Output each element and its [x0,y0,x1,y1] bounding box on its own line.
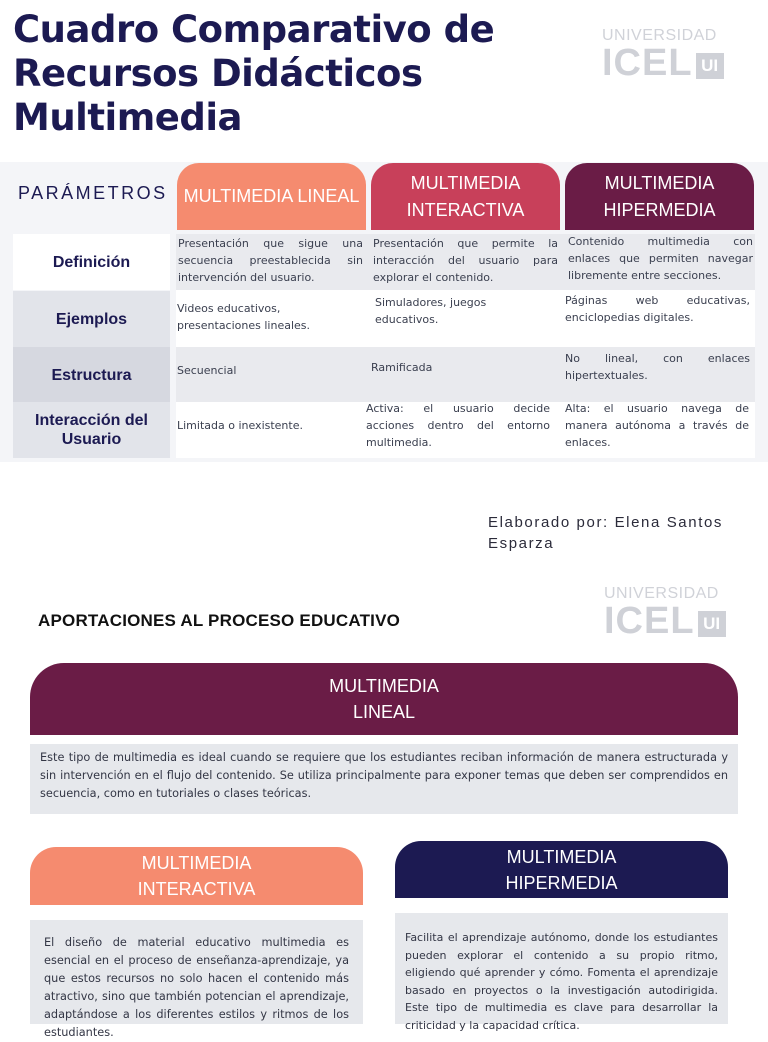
row-label-estructura: Estructura [13,347,170,403]
table-cell: Ramificada [371,361,433,374]
row-label-ejemplos: Ejemplos [13,291,170,347]
table-cell: Presentación que permite la interacción del usuario para explorar el contenido. [373,237,558,284]
logo-top-text: UNIVERSIDAD [604,585,719,602]
logo-main-text: ICEL [602,42,693,84]
card-heading-text: MULTIMEDIA HIPERMEDIA [505,846,618,893]
table-cell: Alta: el usuario navega de manera autónoma a través de enlaces. [565,402,749,449]
table-cell: Activa: el usuario decide acciones dentro del entorno multimedia. [366,402,550,449]
table-cell: Presentación que sigue una secuencia preestablecida sin intervención del usuario. [178,237,363,284]
logo-main-text: ICEL [604,600,695,642]
card-body-interactiva: El diseño de material educativo multimedia es esencial en el proceso de enseñanza-aprendizaje, ya que estos recursos no solo hacen el contenido más atractivo, sino que también potencian el aprendizaje, adaptándose a los diferentes estilos y ritmos de los estudiantes. [30,920,363,1024]
logo-top-text: UNIVERSIDAD [602,27,717,44]
author-credit: Elaborado por: Elena Santos Esparza [488,514,723,552]
table-cell: No lineal, con enlaces hipertextuales. [565,352,750,382]
table-cell: Secuencial [177,364,237,377]
card-heading-text: MULTIMEDIA LINEAL [329,676,439,722]
table-cell: Páginas web educativas, enciclopedias digitales. [565,294,750,324]
table-cell: Contenido multimedia con enlaces que permiten navegar libremente entre secciones. [568,235,753,282]
table-cell: Videos educativos, presentaciones lineales. [177,302,310,332]
row-label-interaccion: Interacción del Usuario [13,402,170,458]
params-label: PARÁMETROS [18,183,168,203]
table-cell: Simuladores, juegos educativos. [375,296,487,326]
university-logo [602,28,724,84]
card-heading-lineal [30,663,738,735]
column-header-lineal: MULTIMEDIA LINEAL [177,163,366,230]
column-header-interactiva: MULTIMEDIA INTERACTIVA [371,163,560,230]
card-body-hipermedia: Facilita el aprendizaje autónomo, donde los estudiantes pueden explorar el contenido a su propio ritmo, eligiendo qué aprender y cómo. Fomenta el aprendizaje basado en proyectos o la investigación autodirigida. Este tipo de multimedia es clave para desarrollar la criticidad y la capacidad crítica. [395,913,728,1024]
card-heading-text: MULTIMEDIA INTERACTIVA [137,853,256,899]
column-header-hipermedia: MULTIMEDIA HIPERMEDIA [565,163,754,230]
logo-box-text: UI [696,53,724,79]
card-heading-interactiva [30,847,363,905]
university-logo [604,586,726,642]
row-label-definicion: Definición [13,234,170,290]
card-heading-hipermedia [395,841,728,898]
section-title: APORTACIONES AL PROCESO EDUCATIVO [38,611,401,630]
table-cell: Limitada o inexistente. [177,419,303,432]
logo-box-text: UI [698,611,726,637]
page-title: Cuadro Comparativo de Recursos Didácticos Multimedia [13,8,495,139]
card-body-lineal: Este tipo de multimedia es ideal cuando se requiere que los estudiantes reciban información de manera estructurada y sin intervención en el flujo del contenido. Se utiliza principalmente para exponer temas que deben ser comprendidos en secuencia, como en tutoriales o clases teóricas. [30,744,738,814]
